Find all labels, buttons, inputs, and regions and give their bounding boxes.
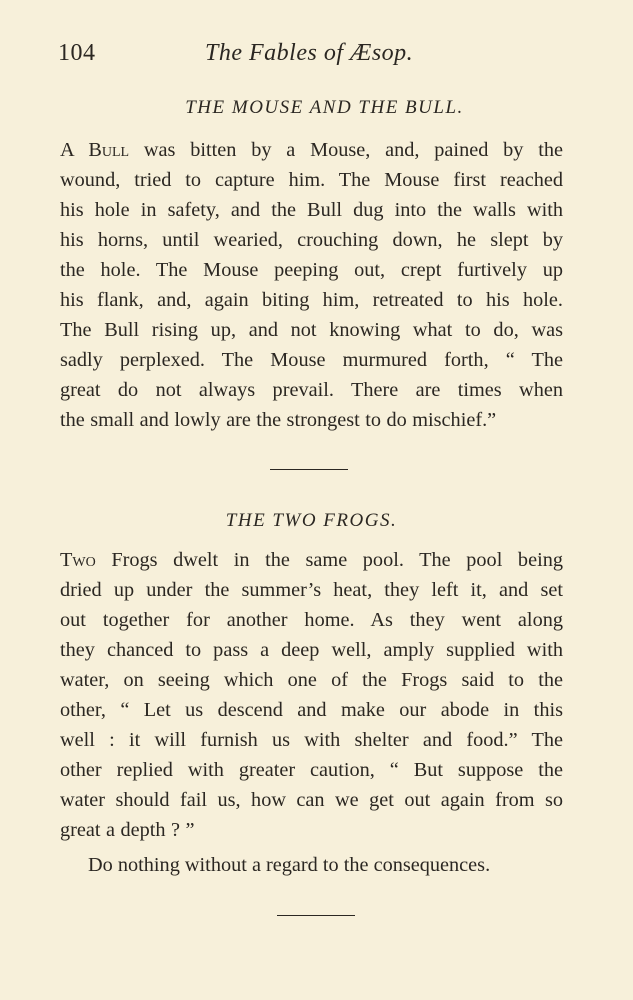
fable-line: they chanced to pass a deep well, amply supplied with (60, 639, 563, 661)
fable-line: The Bull rising up, and not knowing what to do, was (60, 319, 563, 341)
fable-line: great do not always prevail. There are times when (60, 379, 563, 401)
fable-line: his horns, until wearied, crouching down, he slept by (60, 229, 563, 251)
fable-line: wound, tried to capture him. The Mouse first reached (60, 169, 563, 191)
fable-line: dried up under the summer’s heat, they left it, and set (60, 579, 563, 601)
fable-line: well : it will furnish us with shelter and food.” The (60, 729, 563, 751)
fable-title-two-frogs: THE TWO FROGS. (225, 510, 398, 531)
fable-line: other, “ Let us descend and make our abode in this (60, 699, 563, 721)
fable-line: the small and lowly are the strongest to do mischief.” (60, 409, 497, 431)
fable-line: out together for another home. As they went along (60, 609, 563, 631)
fable-line: Two Frogs dwelt in the same pool. The pool being (60, 549, 563, 571)
fable-line: sadly perplexed. The Mouse murmured forth, “ The (60, 349, 563, 371)
page-number: 104 (58, 40, 96, 66)
fable-body-mouse-and-bull (60, 135, 563, 435)
section-divider (270, 469, 348, 470)
fable-body-two-frogs (60, 545, 563, 845)
fable-line: A Bull was bitten by a Mouse, and, pained by the (60, 139, 563, 161)
fable-moral: Do nothing without a regard to the consequences. (88, 854, 491, 876)
fable-line: his flank, and, again biting him, retreated to his hole. (60, 289, 563, 311)
fable-line: water should fail us, how can we get out again from so (60, 789, 563, 811)
fable-line: other replied with greater caution, “ But suppose the (60, 759, 563, 781)
fable-line: the hole. The Mouse peeping out, crept furtively up (60, 259, 563, 281)
running-title: The Fables of Æsop. (205, 40, 414, 66)
fable-title-mouse-and-bull: THE MOUSE AND THE BULL. (185, 97, 464, 118)
section-divider (277, 915, 355, 916)
opening-word: Two (60, 549, 96, 571)
opening-word: A Bull (60, 139, 130, 161)
fable-line: water, on seeing which one of the Frogs said to the (60, 669, 563, 691)
fable-line: his hole in safety, and the Bull dug into the walls with (60, 199, 563, 221)
fable-line: great a depth ? ” (60, 819, 195, 841)
